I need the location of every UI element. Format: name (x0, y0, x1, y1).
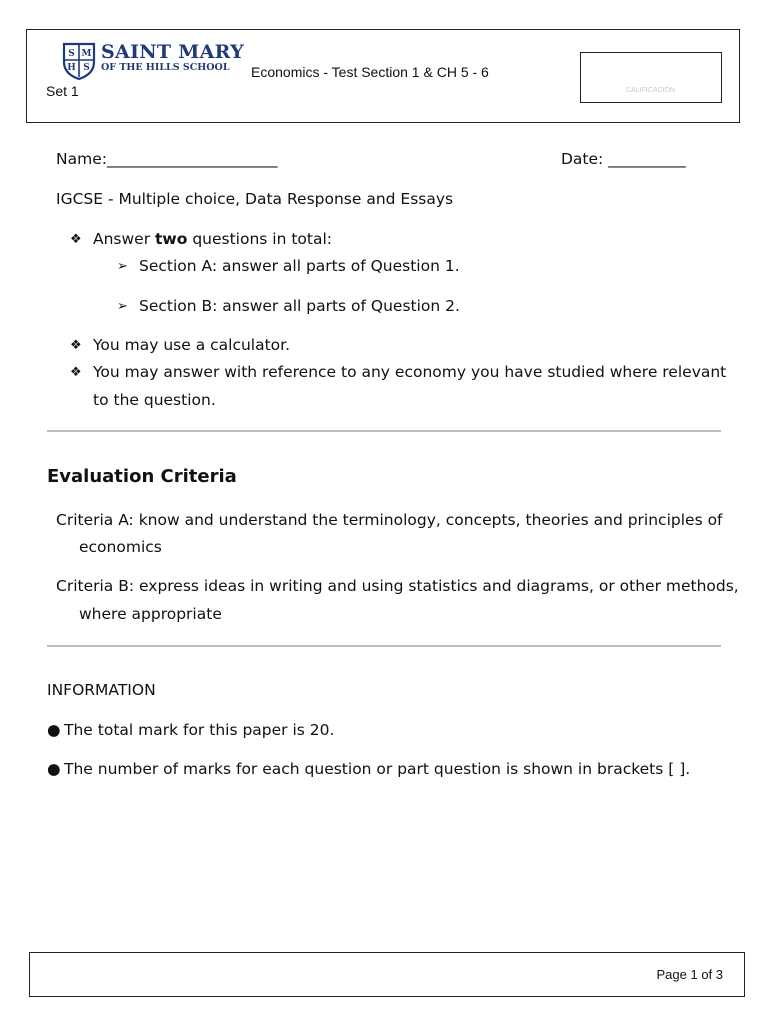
school-crest-icon (61, 40, 97, 80)
set-label: Set 1 (46, 83, 79, 99)
instruction-reference-line1: You may answer with reference to any economy you have studied where relevant (93, 363, 727, 381)
instruction-section-b: Section B: answer all parts of Question 2. (139, 297, 460, 315)
information-heading: INFORMATION (47, 681, 156, 699)
grade-box (580, 52, 722, 103)
divider (47, 430, 721, 432)
date-field: Date: __________ (561, 150, 686, 168)
info-total-mark: The total mark for this paper is 20. (64, 721, 335, 739)
arrow-bullet-icon: ➢ (117, 259, 128, 274)
crest-letter: S (83, 63, 90, 73)
instruction-answer-prefix: Answer (93, 230, 156, 248)
instruction-section-a: Section A: answer all parts of Question 1. (139, 257, 460, 275)
criteria-b-line2: where appropriate (79, 605, 222, 623)
divider (47, 645, 721, 647)
round-bullet-icon: ● (47, 721, 61, 739)
instruction-answer-suffix: questions in total: (187, 230, 333, 248)
school-name-subline: OF THE HILLS SCHOOL (101, 62, 230, 73)
crest-letter: S (68, 49, 75, 59)
school-name: SAINT MARY (101, 41, 245, 63)
instruction-answer-bold: two (155, 230, 188, 248)
diamond-bullet-icon: ❖ (70, 338, 82, 353)
instruction-answer (93, 232, 332, 248)
round-bullet-icon: ● (47, 760, 61, 778)
arrow-bullet-icon: ➢ (117, 299, 128, 314)
test-title: Economics - Test Section 1 & CH 5 - 6 (251, 64, 489, 80)
exam-subtitle: IGCSE - Multiple choice, Data Response and Essays (56, 190, 454, 208)
crest-letter: H (67, 63, 76, 73)
document-footer (29, 952, 745, 997)
diamond-bullet-icon: ❖ (70, 232, 82, 247)
evaluation-heading: Evaluation Criteria (47, 466, 237, 487)
grade-label: CALIFICACIÓN (626, 87, 676, 94)
diamond-bullet-icon: ❖ (70, 365, 82, 380)
instruction-calculator: You may use a calculator. (93, 336, 291, 354)
criteria-a-line2: economics (79, 538, 162, 556)
name-field: Name:______________________ (56, 150, 278, 168)
school-logo (61, 40, 245, 82)
info-marks-note: The number of marks for each question or part question is shown in brackets [ ]. (64, 760, 691, 778)
document-header (26, 29, 740, 123)
crest-letter: M (81, 49, 92, 59)
page-number: Page 1 of 3 (656, 967, 723, 982)
criteria-a-line1: Criteria A: know and understand the terminology, concepts, theories and principles of (56, 511, 723, 529)
instruction-reference-line2: to the question. (93, 391, 216, 409)
criteria-b-line1: Criteria B: express ideas in writing and using statistics and diagrams, or other methods, (56, 577, 739, 595)
